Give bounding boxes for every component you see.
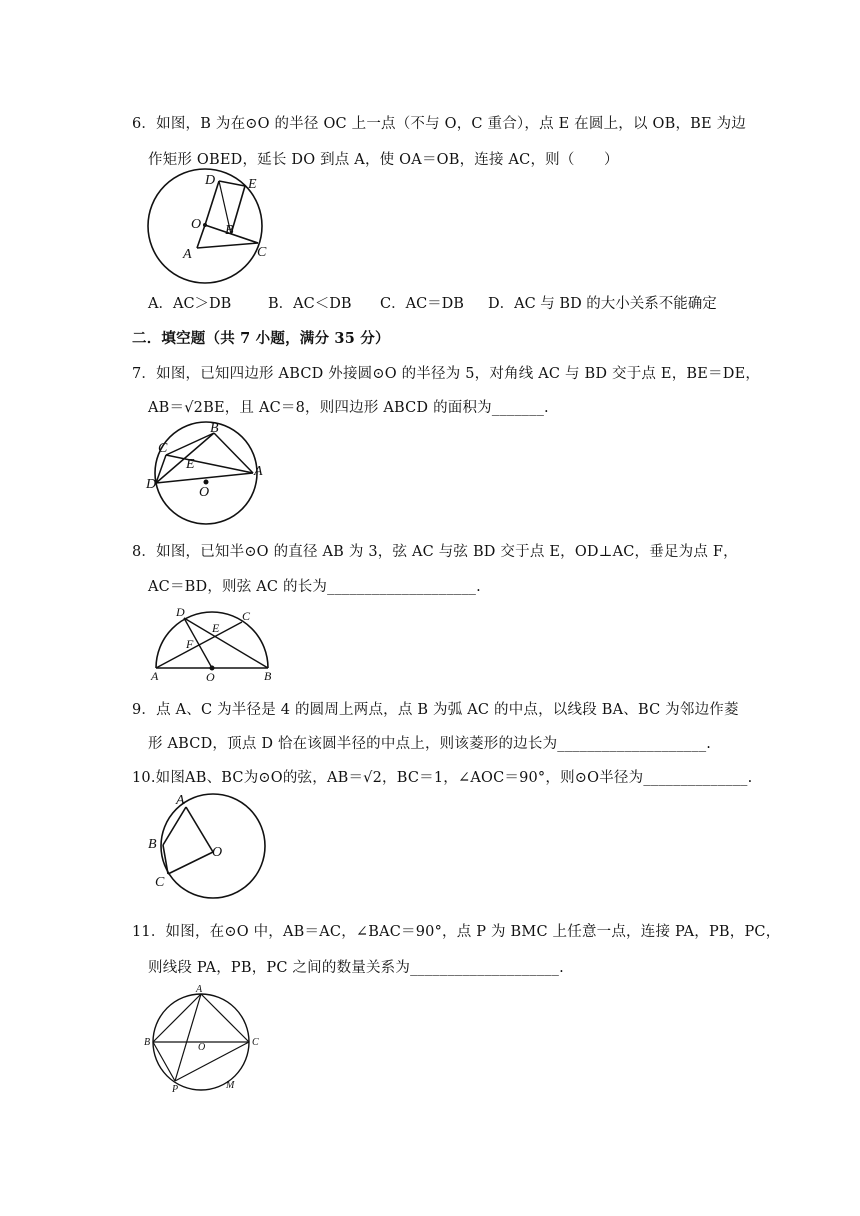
q8-label-B: B xyxy=(264,669,272,683)
q6-figure xyxy=(145,168,270,288)
q7-label-O: O xyxy=(199,485,210,500)
q7-figure xyxy=(146,420,271,530)
q6-choice-a: A．AC＞DB xyxy=(148,296,232,312)
q11-label-A: A xyxy=(196,984,203,995)
q11-line-PC xyxy=(175,1042,249,1081)
q10-label-O: O xyxy=(212,845,223,860)
q10-figure xyxy=(146,790,266,902)
q7-line-BA xyxy=(214,433,253,473)
q11-label-C: C xyxy=(252,1037,259,1048)
q11-label-M: M xyxy=(226,1080,235,1091)
q6-label-E: E xyxy=(248,177,257,192)
q7-label-B: B xyxy=(210,421,219,436)
q7-point-O xyxy=(204,480,209,485)
q6-label-A: A xyxy=(183,247,192,262)
section2-title: 二．填空题（共 7 小题，满分 35 分） xyxy=(132,330,390,347)
q11-figure xyxy=(144,982,269,1095)
q8-line-BD xyxy=(184,618,268,668)
q8-label-C: C xyxy=(242,609,251,623)
q11-line-PB xyxy=(153,1042,175,1081)
q11-line1: 11．如图，在⊙O 中，AB＝AC，∠BAC＝90°，点 P 为 BMC 上任意一点，连接 PA，PB，PC， xyxy=(132,924,781,940)
q10-line-AB xyxy=(163,807,186,845)
q6-label-B: B xyxy=(225,223,234,238)
q9-line2: 形 ABCD，顶点 D 恰在该圆半径的中点上，则该菱形的边长为____________________. xyxy=(148,736,712,752)
q6-label-D: D xyxy=(205,173,216,188)
q10-label-C: C xyxy=(155,875,165,890)
q8-label-E: E xyxy=(212,621,220,635)
q7-line-CB xyxy=(166,433,214,455)
q8-figure xyxy=(146,600,276,682)
q6-choice-c: C．AC＝DB xyxy=(380,296,464,312)
q6-point-O xyxy=(203,223,207,227)
q7-label-E: E xyxy=(186,457,195,472)
q10-line1: 10.如图AB、BC为⊙O的弦，AB＝√2，BC＝1，∠AOC＝90°，则⊙O半径为______________. xyxy=(132,770,753,786)
q10-line-BC xyxy=(163,845,168,874)
q6-label-O: O xyxy=(191,217,202,232)
q11-line2: 则线段 PA，PB，PC 之间的数量关系为____________________. xyxy=(148,960,564,976)
q6-line1: 6．如图，B 为在⊙O 的半径 OC 上一点（不与 O，C 重合），点 E 在圆上，以 OB，BE 为边 xyxy=(132,116,746,132)
q8-line1: 8．如图，已知半⊙O 的直径 AB 为 3，弦 AC 与弦 BD 交于点 E，OD⊥AC，垂足为点 F， xyxy=(132,544,738,560)
q7-line1: 7．如图，已知四边形 ABCD 外接圆⊙O 的半径为 5，对角线 AC 与 BD 交于点 E，BE＝DE， xyxy=(132,366,761,382)
q8-label-O: O xyxy=(206,670,215,684)
q11-label-P: P xyxy=(172,1084,179,1095)
q11-label-B: B xyxy=(144,1037,151,1048)
q6-label-C: C xyxy=(257,245,267,260)
q7-label-A: A xyxy=(254,464,263,479)
q11-label-O: O xyxy=(198,1042,206,1053)
q10-label-A: A xyxy=(176,793,185,808)
q7-label-C: C xyxy=(158,441,168,456)
q9-line1: 9．点 A、C 为半径是 4 的圆周上两点，点 B 为弧 AC 的中点，以线段 BA、BC 为邻边作菱 xyxy=(132,702,739,718)
q8-label-F: F xyxy=(186,637,194,651)
q7-label-D: D xyxy=(146,477,157,492)
q6-line2: 作矩形 OBED，延长 DO 到点 A，使 OA＝OB，连接 AC，则（ ） xyxy=(148,152,619,168)
q6-line-AC xyxy=(197,243,258,248)
q10-line-OA xyxy=(186,807,213,852)
q8-label-D: D xyxy=(176,605,185,619)
q8-label-A: A xyxy=(151,669,159,683)
q10-line-OC xyxy=(168,852,213,874)
q7-line2: AB＝√2BE，且 AC＝8，则四边形 ABCD 的面积为_______. xyxy=(148,400,549,416)
q8-line2: AC＝BD，则弦 AC 的长为____________________. xyxy=(148,579,481,595)
q6-choice-d: D．AC 与 BD 的大小关系不能确定 xyxy=(488,296,717,312)
q6-choice-b: B．AC＜DB xyxy=(268,296,352,312)
q10-label-B: B xyxy=(148,837,157,852)
